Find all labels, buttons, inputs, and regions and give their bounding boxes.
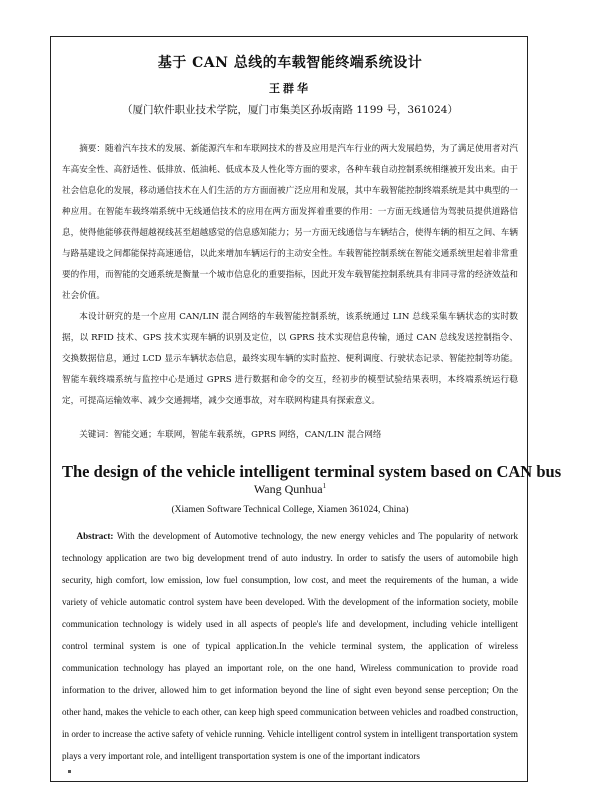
en-author-footnote-mark: 1 — [322, 482, 327, 490]
en-author — [62, 482, 518, 497]
en-title: The design of the vehicle intelligent terminal system based on CAN bus — [62, 462, 562, 481]
en-author-name: Wang Qunhua — [253, 482, 323, 496]
paper-page — [62, 52, 562, 767]
cn-affiliation: （厦门软件职业技术学院，厦门市集美区孙坂南路 1199 号，361024） — [122, 104, 458, 116]
cn-abstract-text-1: 随着汽车技术的发展、新能源汽车和车联网技术的普及应用是汽车行业的两大发展趋势，为了满足使用者对汽车高安全性、高舒适性、低排放、低油耗、低成本及人性化等方面的要求，各种车载自动控制系统相继被开发出来。由于社会信息化的发展，移动通信技术在人们生活的方方面面被广泛应用和发展，其中车载智能控制终端系统是其中典型的一种应用。在智能车载终端系统中无线通信技术的应用在两方面发挥着重要的作用：一方面无线通信为驾驶员提供道路信息，使得他能够获得超越视线甚至超越感觉的信息感知能力；另一方面无线通信与车辆结合，使得车辆的相互之间、车辆与路基建设之间都能保持高速通信，以此来增加车辆运行的主动安全性。车载智能控制系统在智能交通系统里起着非常重要的作用，而智能的交通系统是衡量一个城市信息化的重要指标，因此开发车载智能控制系统具有非同寻常的经济效益和社会价值。 — [62, 144, 518, 301]
en-abstract-para — [62, 525, 518, 767]
en-affiliation: (Xiamen Software Technical College, Xiamen 361024, China) — [171, 505, 409, 515]
en-abstract-text: With the development of Automotive technology, the new energy vehicles and The popularity of network technology application are two big development trend of auto industry. In order to satisfy the users of automobile high security, high comfort, low emission, low fuel consumption, low cost, and meet the requirements of the human, a wide variety of vehicle automatic control system have been developed. With the development of the information society, mobile communication technology is widely used in all aspects of people's life and development, including vehicle intelligent control terminal system is one of typical application.In the vehicle terminal system, the application of wireless communication technology has played an important role, on the one hand, Wireless communication to provide road information to the driver, allowed him to get information beyond the line of sight even beyond sense perception; On the other hand, makes the vehicle to each other, can keep high speed communication between vehicles and roadbed construction, in order to increase the active safety of vehicle running. Vehicle intelligent control system in intelligent transportation system plays a very important role, and intelligent transportation system is one of the important indicators — [62, 531, 518, 761]
cn-author: 王群华 — [269, 82, 311, 95]
en-abstract — [62, 525, 518, 767]
cn-abstract-para-1 — [62, 139, 518, 307]
cn-title: 基于 CAN 总线的车载智能终端系统设计 — [157, 55, 423, 71]
cn-abstract-label: 摘要： — [79, 144, 105, 154]
cn-keywords-text: 智能交通；车联网，智能车载系统，GPRS 网络，CAN/LIN 混合网络 — [113, 430, 382, 440]
cn-keywords — [62, 428, 518, 440]
en-abstract-label: Abstract: — [76, 531, 114, 541]
scan-speck — [68, 770, 71, 773]
cn-abstract — [62, 139, 518, 412]
cn-keywords-label: 关键词： — [79, 430, 114, 440]
cn-abstract-para-2: 本设计研究的是一个应用 CAN/LIN 混合网络的车载智能控制系统，该系统通过 LIN 总线采集车辆状态的实时数据，以 RFID 技术、GPS 技术实现车辆的识别及定位，以 GPRS 技术实现信息传输，通过 CAN 总线发送控制指令、交换数据信息，通过 LCD 显示车辆状态信息，最终实现车辆的实时监控、便利调度、行驶状态记录、智能控制等功能。智能车载终端系统与监控中心是通过 GPRS 进行数据和命令的交互，经初步的模型试验结果表明，本终端系统运行稳定，可提高运输效率、减少交通拥堵，减少交通事故，对车联网构建具有探索意义。 — [62, 312, 518, 406]
